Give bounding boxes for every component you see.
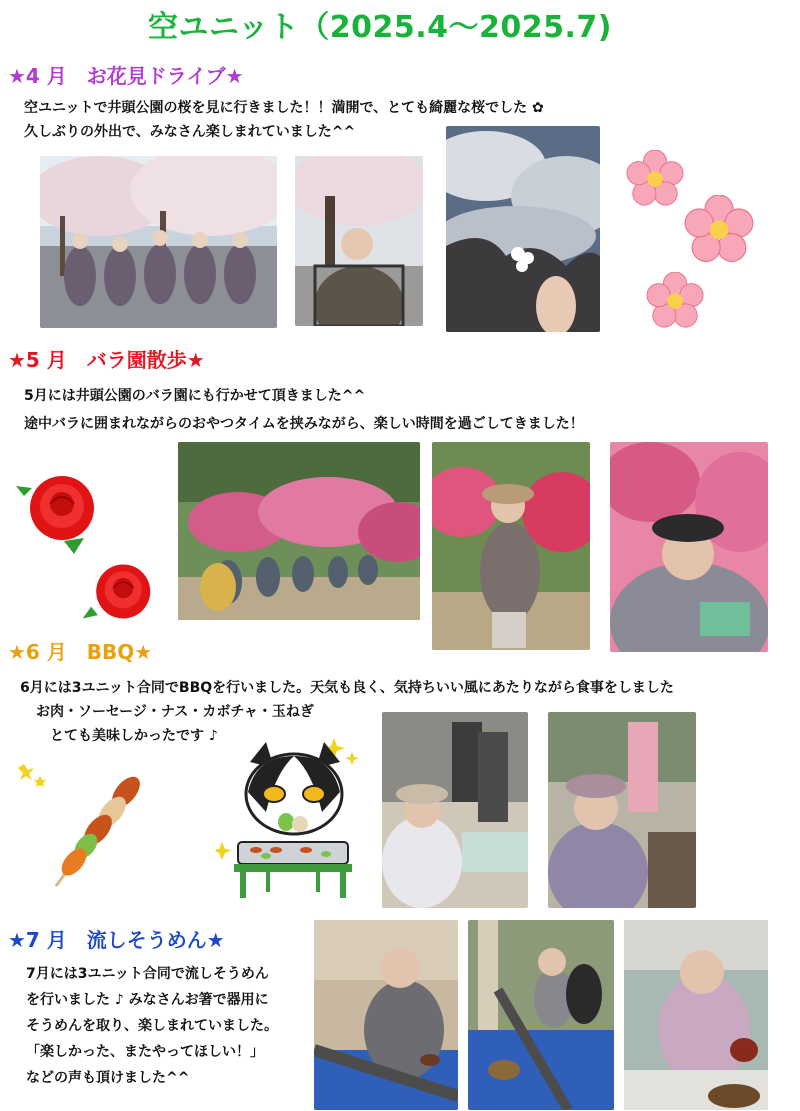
june-text-line-2: お肉・ソーセージ・ナス・カボチャ・玉ねぎ <box>36 704 314 720</box>
may-heading: ★5 月 バラ園散歩★ <box>8 348 205 372</box>
rose-icon <box>14 466 104 556</box>
june-photo-2 <box>548 712 696 908</box>
july-text-line-2: を行いました ♪ みなさんお箸で器用に <box>26 992 269 1008</box>
may-text-line-1: 5月には井頭公園のバラ園にも行かせて頂きました^^ <box>24 388 366 404</box>
cherry-blossom-icon <box>646 272 704 330</box>
july-text-line-1: 7月には3ユニット合同で流しそうめん <box>26 966 269 982</box>
april-group-photo <box>40 156 277 328</box>
july-photo-3 <box>624 920 768 1110</box>
may-group-photo <box>178 442 420 620</box>
july-text-line-3: そうめんを取り、楽しまれていました。 <box>26 1018 278 1034</box>
rose-icon <box>80 556 158 632</box>
april-text-line-1: 空ユニットで井頭公園の桜を見に行きました！！満開で、とても綺麗な桜でした ✿ <box>24 100 544 116</box>
cherry-blossom-icon <box>684 195 754 265</box>
may-portrait-photo-1 <box>432 442 590 650</box>
skewer-icon <box>16 760 146 890</box>
july-photo-1 <box>314 920 458 1110</box>
april-portrait-photo <box>295 156 423 326</box>
july-text-line-4: 「楽しかった、またやってほしい！」 <box>26 1044 264 1060</box>
april-heading: ★4 月 お花見ドライブ★ <box>8 64 244 88</box>
may-text-line-2: 途中バラに囲まれながらのおやつタイムを挟みながら、楽しい時間を過ごしてきました！ <box>24 416 584 432</box>
may-portrait-photo-2 <box>610 442 768 652</box>
july-photo-2 <box>468 920 614 1110</box>
page-title: 空ユニット（2025.4～2025.7) <box>147 10 613 45</box>
april-sky-photo <box>446 126 600 332</box>
cat-bbq-icon <box>216 732 368 900</box>
cherry-blossom-icon <box>626 150 684 208</box>
april-text-line-2: 久しぶりの外出で、みなさん楽しまれていました^^ <box>24 124 356 140</box>
july-text-line-5: などの声も頂けました^^ <box>26 1070 190 1086</box>
july-heading: ★7 月 流しそうめん★ <box>8 928 225 952</box>
june-text-line-3: とても美味しかったです ♪ <box>50 728 218 744</box>
june-heading: ★6 月 BBQ★ <box>8 640 153 664</box>
june-photo-1 <box>382 712 528 908</box>
june-text-line-1: 6月には3ユニット合同でBBQを行いました。天気も良く、気持ちいい風にあたりながら食事をしました <box>20 680 674 696</box>
